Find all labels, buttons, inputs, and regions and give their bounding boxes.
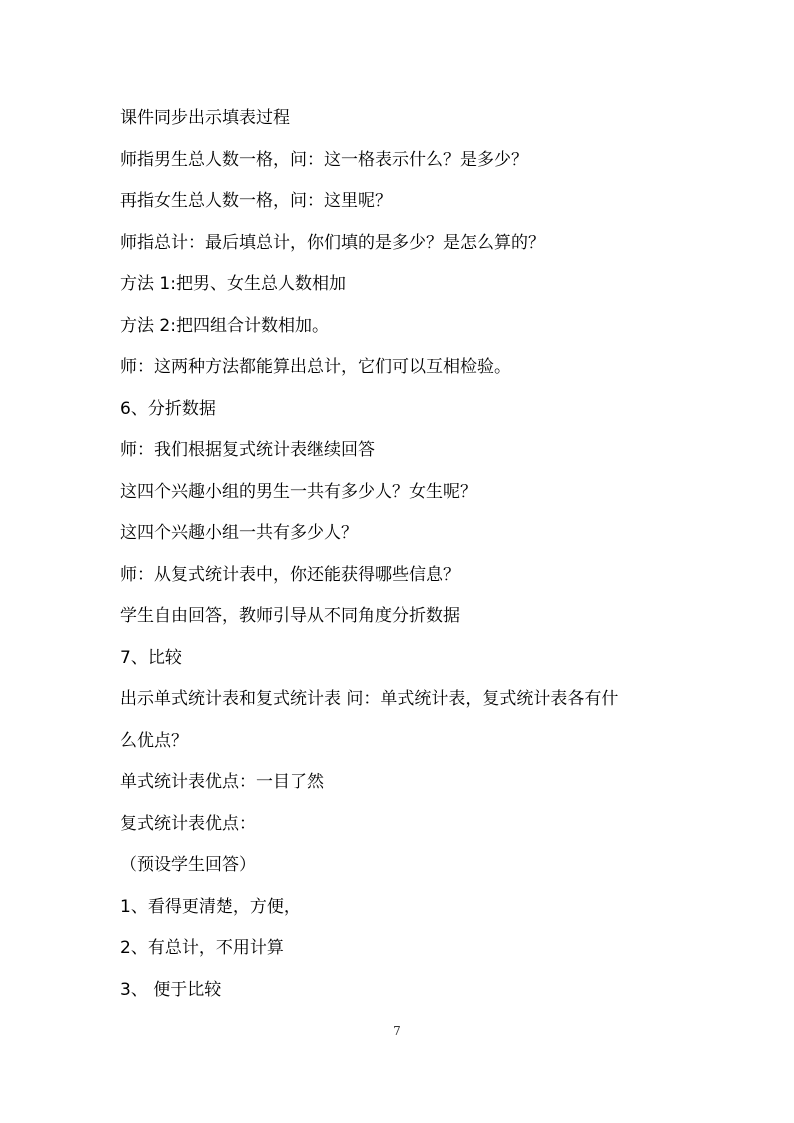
text-line: 这四个兴趣小组的男生一共有多少人？女生呢？ <box>120 482 477 502</box>
text-line: 再指女生总人数一格，问：这里呢？ <box>120 191 392 211</box>
text-line: 师：从复式统计表中，你还能获得哪些信息？ <box>120 565 460 585</box>
list-item: 1、看得更清楚，方便， <box>120 897 301 917</box>
list-item: 3、 便于比较 <box>120 980 222 1000</box>
text-line: 单式统计表优点：一目了然 <box>120 772 324 792</box>
text-line: 课件同步出示填表过程 <box>120 108 290 128</box>
text-line: 师指男生总人数一格，问：这一格表示什么？是多少？ <box>120 150 528 170</box>
page-number: 7 <box>393 1024 401 1038</box>
text-line: （预设学生回答） <box>120 855 256 875</box>
text-line: 方法 1:把男、女生总人数相加 <box>120 274 346 294</box>
list-item: 2、有总计，不用计算 <box>120 938 284 958</box>
text-line: 学生自由回答，教师引导从不同角度分折数据 <box>120 606 460 626</box>
text-line: 么优点？ <box>120 731 188 751</box>
text-line: 这四个兴趣小组一共有多少人？ <box>120 523 358 543</box>
text-line: 方法 2:把四组合计数相加。 <box>120 316 329 336</box>
section-heading: 6、分折数据 <box>120 399 216 419</box>
text-line: 师：我们根据复式统计表继续回答 <box>120 440 375 460</box>
section-heading: 7、比较 <box>120 648 182 668</box>
text-line: 出示单式统计表和复式统计表 问：单式统计表，复式统计表各有什 <box>120 689 619 709</box>
text-line: 师指总计：最后填总计，你们填的是多少？是怎么算的？ <box>120 233 545 253</box>
text-line: 复式统计表优点： <box>120 814 256 834</box>
text-line: 师：这两种方法都能算出总计，它们可以互相检验。 <box>120 357 511 377</box>
